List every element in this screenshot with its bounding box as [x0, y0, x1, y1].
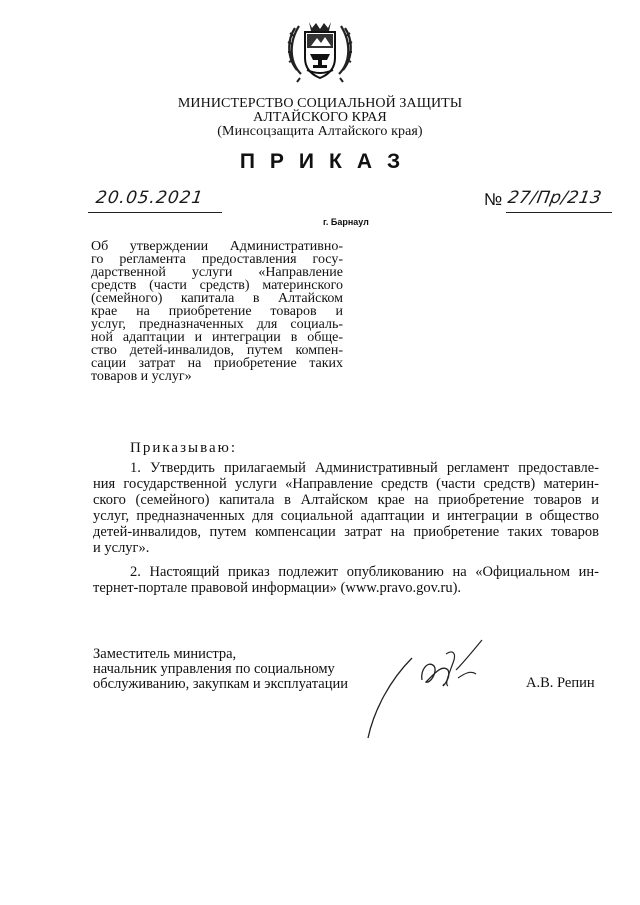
subject-line: дарственной услуги «Направление [91, 265, 343, 280]
number-sign: № [484, 190, 503, 209]
ministry-short-name: (Минсоцзащита Алтайского края) [217, 124, 423, 139]
paragraph-line: тернет-портале правовой информации» (www.pravo.gov.ru). [93, 580, 462, 596]
city-label: г. Барнаул [323, 217, 369, 227]
paragraph-line: и услуг». [93, 540, 150, 556]
order-word: Приказываю: [130, 440, 237, 456]
ministry-name-line2: АЛТАЙСКОГО КРАЯ [253, 110, 387, 125]
signatory-title [93, 647, 348, 692]
paragraph-1 [93, 460, 599, 556]
subject-line: ной адаптации и интеграции в обще- [91, 330, 343, 345]
subject-line: услуг, предназначенных для социаль- [91, 317, 343, 332]
document-date: 20.05.2021 [94, 188, 205, 208]
subject-line: ство детей-инвалидов, путем компен- [91, 343, 343, 358]
coat-of-arms-icon [287, 18, 353, 86]
number-field [506, 188, 612, 213]
paragraph-line: детей-инвалидов, путем компенсации затрат на приобретение таких товаров [93, 524, 599, 540]
ministry-name-line1: МИНИСТЕРСТВО СОЦИАЛЬНОЙ ЗАЩИТЫ [177, 96, 463, 111]
paragraph-line: ского (семейного) капитала в Алтайском крае на приобретение товаров и [93, 492, 599, 508]
paragraph-line: 1. Утвердить прилагаемый Административный регламент предоставле- [130, 460, 599, 476]
signatory-title-line: обслуживанию, закупкам и эксплуатации [93, 676, 348, 692]
paragraph-line: услуг, предназначенных для социальной адаптации и интеграции в общество [93, 508, 599, 524]
handwritten-signature [360, 630, 500, 740]
signatory-title-line: начальник управления по социальному [93, 661, 335, 677]
document-type-heading: ПРИКАЗ [239, 150, 416, 173]
paragraph-line: 2. Настоящий приказ подлежит опубликованию на «Официальном ин- [130, 564, 599, 580]
document-number: 27/Пр/213 [506, 188, 604, 208]
paragraph-line: ния государственной услуги «Направление средств (части средств) материн- [93, 476, 599, 492]
signatory-title-line: Заместитель министра, [93, 646, 237, 662]
subject-line: средств (части средств) материнского [91, 278, 343, 293]
signatory-name: А.В. Репин [526, 675, 595, 691]
subject-line: го регламента предоставления госу- [91, 252, 343, 267]
document-subject [91, 240, 343, 383]
subject-line: крае на приобретение товаров и [91, 304, 343, 319]
date-field [88, 188, 222, 213]
subject-line: сации затрат на приобретение таких [91, 356, 343, 371]
subject-line: (семейного) капитала в Алтайском [91, 291, 343, 306]
subject-line: товаров и услуг» [91, 369, 192, 384]
subject-line: Об утверждении Административно- [91, 239, 343, 254]
paragraph-2 [93, 564, 599, 596]
